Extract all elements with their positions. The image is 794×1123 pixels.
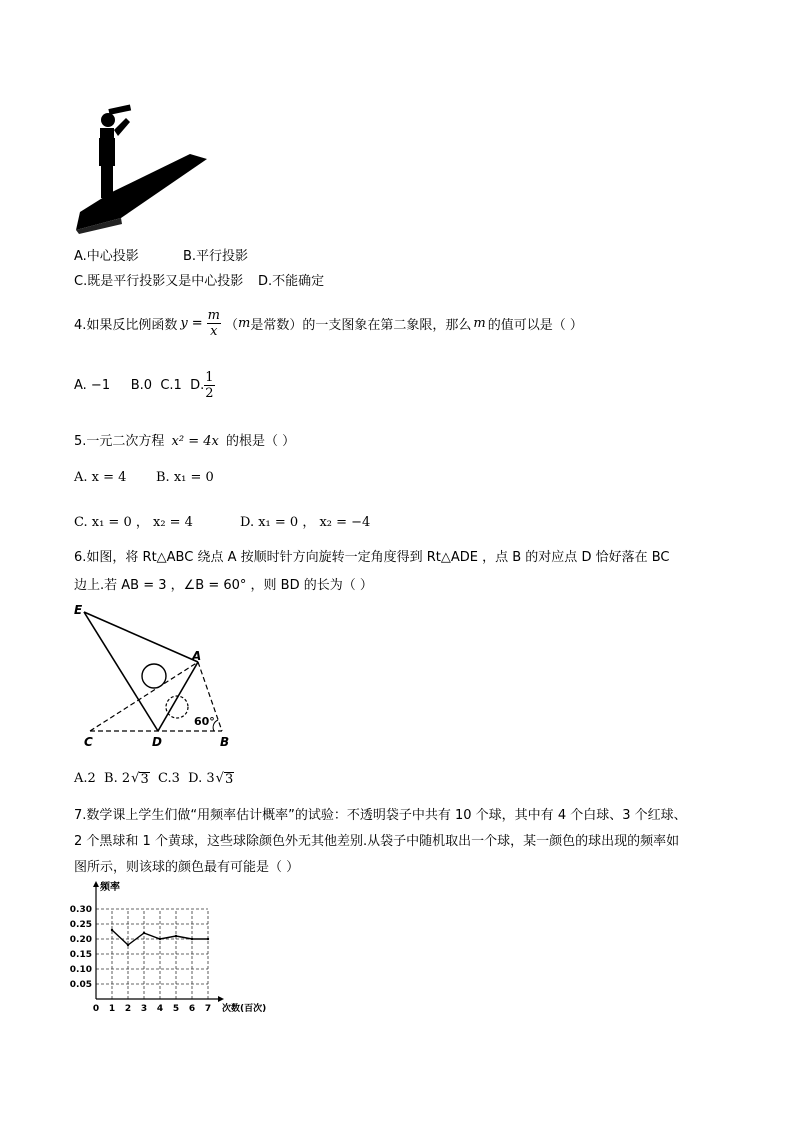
- x-tick-label: 2: [124, 1004, 132, 1014]
- label-A: A: [192, 649, 202, 663]
- y-tick-label: 0.05: [69, 980, 92, 990]
- q5-stem: [74, 430, 295, 449]
- q4-m-var-2: m: [473, 315, 486, 331]
- y-tick-label: 0.20: [69, 935, 92, 945]
- label-B: B: [220, 735, 230, 749]
- q6-sqrt-1: 3: [140, 771, 149, 787]
- y-tick-label: 0.30: [69, 905, 92, 915]
- q7-stem-line2: 2 个黑球和 1 个黄球，这些球除颜色外无其他差别.从袋子中随机取出一个球，某一颜色的球出现的频率如: [74, 834, 680, 849]
- x-tick-label: 7: [204, 1004, 212, 1014]
- q6-figure: [74, 600, 244, 750]
- q6-options-mid: C.3 D. 3: [149, 771, 215, 786]
- q4-equals: =: [191, 315, 203, 331]
- label-angle: 60°: [194, 715, 215, 728]
- q4-stem-mid2: 是常数）的一支图象在第二象限，那么: [250, 317, 472, 333]
- data-point: [143, 932, 145, 934]
- q4-option-d-fraction: [204, 370, 214, 401]
- label-C: C: [84, 735, 93, 749]
- person-head: [101, 113, 115, 127]
- q6-stem-line1: 6.如图，将 Rt△ABC 绕点 A 按顺时针方向旋转一定角度得到 Rt△ADE ，点 B 的对应点 D 恰好落在 BC: [74, 550, 670, 565]
- q5-option-b: B. x₁ = 0: [156, 470, 214, 485]
- q4-stem: [74, 304, 583, 342]
- y-axis-label: 频率: [100, 882, 120, 893]
- label-E: E: [74, 603, 83, 617]
- q5-option-c: C. x₁ = 0 ， x₂ = 4: [74, 515, 193, 530]
- x-axis-arrow: [218, 996, 224, 1002]
- q3-option-d: D.不能确定: [258, 274, 325, 289]
- q6-sqrt-2: 3: [224, 771, 234, 787]
- y-tick-label: 0.15: [69, 950, 92, 960]
- x-tick-label: 1: [108, 1004, 116, 1014]
- q5-equation: x² = 4x: [171, 434, 219, 449]
- q5-stem-post: 的根是（ ）: [226, 434, 296, 449]
- q4-opt-d-den: 2: [205, 385, 214, 401]
- q3-option-b: B.平行投影: [183, 249, 249, 264]
- q4-fraction: [207, 308, 221, 339]
- data-point: [191, 938, 193, 940]
- label-D: D: [152, 735, 162, 749]
- q5-option-a: A. x = 4: [74, 470, 127, 485]
- data-point: [207, 938, 209, 940]
- data-point: [159, 938, 161, 940]
- x-tick-label: 0: [92, 1004, 100, 1014]
- circle-solid: [142, 664, 166, 688]
- q4-m-var: m: [238, 315, 251, 331]
- q4-stem-mid: （: [225, 317, 239, 333]
- x-tick-label: 4: [156, 1004, 164, 1014]
- q3-option-a: A.中心投影: [74, 249, 139, 264]
- q4-frac-num: m: [207, 307, 220, 323]
- x-tick-label: 5: [172, 1004, 180, 1014]
- y-tick-label: 0.10: [69, 965, 92, 975]
- x-tick-label: 6: [188, 1004, 196, 1014]
- q6-options-pre: A.2 B. 2: [74, 771, 131, 786]
- frequency-chart: [60, 876, 280, 1016]
- segment-ED: [84, 612, 158, 731]
- q4-stem-post: 的值可以是（ ）: [487, 317, 583, 333]
- q5-option-d: D. x₁ = 0 ， x₂ = −4: [240, 515, 371, 530]
- data-point: [111, 929, 113, 931]
- q7-stem-line3: 图所示，则该球的颜色最有可能是（ ）: [74, 860, 300, 875]
- shadow-shape: [76, 154, 207, 230]
- q6-options: A.2 B. 2 √ 3 C.3 D. 3 √ 3: [74, 771, 234, 787]
- q4-options-text: A. −1 B.0 C.1 D.: [74, 377, 205, 393]
- q3-option-c: C.既是平行投影又是中心投影: [74, 274, 244, 289]
- q6-stem-line2: 边上.若 AB = 3 ，∠B = 60° ，则 BD 的长为（ ）: [74, 578, 373, 593]
- telescope-shape: [108, 104, 131, 114]
- q4-opt-d-num: 1: [205, 369, 214, 385]
- q7-stem-line1: 7.数学课上学生们做“用频率估计概率”的试验：不透明袋子中共有 10 个球，其中有 4 个白球、3 个红球、: [74, 808, 687, 823]
- q4-frac-den: x: [210, 323, 218, 339]
- y-axis-arrow: [93, 881, 99, 887]
- y-tick-label: 0.25: [69, 920, 92, 930]
- q4-options: [74, 366, 215, 404]
- data-point: [127, 944, 129, 946]
- projection-figure: [74, 100, 214, 235]
- q4-stem-prefix: 4.如果反比例函数: [74, 317, 178, 333]
- data-point: [175, 935, 177, 937]
- x-tick-label: 3: [140, 1004, 148, 1014]
- q5-stem-prefix: 5.一元二次方程: [74, 434, 165, 449]
- x-axis-label: 次数(百次): [222, 1004, 267, 1014]
- segment-EA: [84, 612, 198, 662]
- q4-y-var: y: [180, 315, 188, 331]
